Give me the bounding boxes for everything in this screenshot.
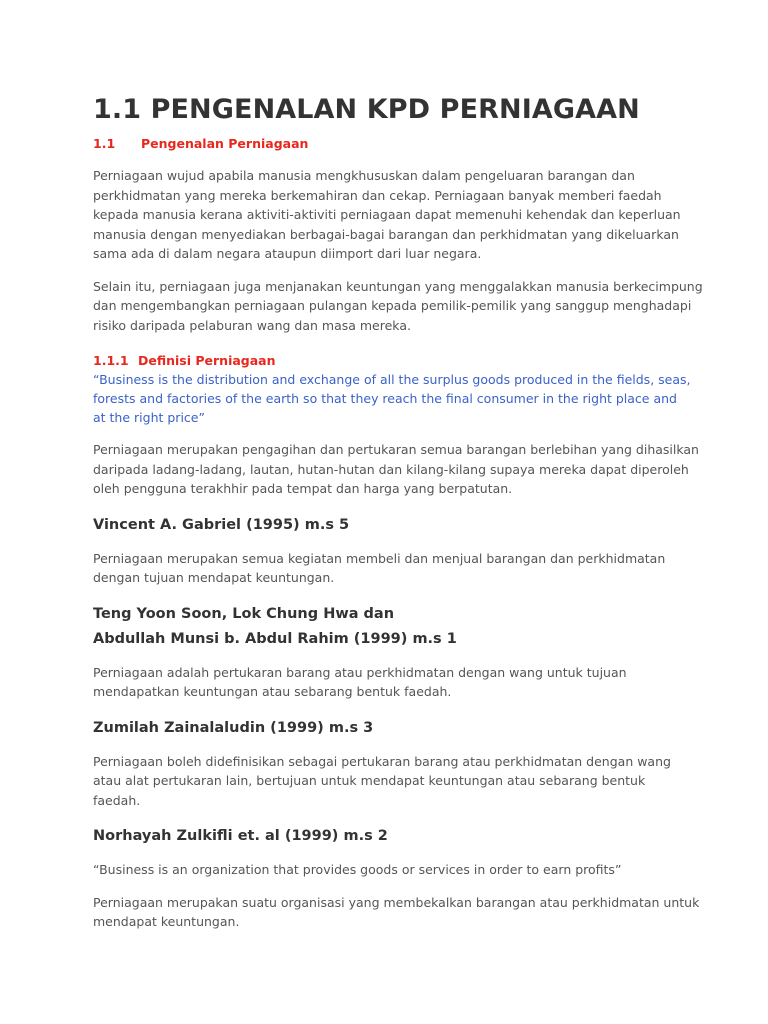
- author-citation-1: Vincent A. Gabriel (1995) m.s 5: [93, 516, 350, 533]
- text-line: faedah.: [93, 792, 141, 808]
- text-line: perkhidmatan yang mereka berkemahiran dan cekap. Perniagaan banyak memberi faedah: [93, 187, 662, 203]
- document-page: [93, 90, 703, 932]
- section-heading: [93, 136, 683, 152]
- text-line: mendapatkan keuntungan atau sebarang bentuk faedah.: [93, 684, 452, 699]
- text-line: Perniagaan merupakan semua kegiatan membeli dan menjual barangan dan perkhidmatan: [93, 550, 666, 566]
- subsection-title: Definisi Perniagaan: [138, 353, 276, 368]
- english-quote-2: [93, 860, 683, 880]
- text-line: Perniagaan adalah pertukaran barang atau perkhidmatan dengan wang untuk tujuan: [93, 664, 627, 680]
- definition-3: [93, 663, 683, 702]
- author-line: Abdullah Munsi b. Abdul Rahim (1999) m.s 1: [93, 630, 457, 647]
- intro-paragraph-1: [93, 166, 683, 264]
- text-line: Perniagaan merupakan suatu organisasi yang membekalkan barangan atau perkhidmatan untuk: [93, 894, 700, 910]
- author-citation-4: Norhayah Zulkifli et. al (1999) m.s 2: [93, 828, 388, 844]
- definition-5: [93, 893, 700, 932]
- text-line: atau alat pertukaran lain, bertujuan untuk mendapat keuntungan atau sebarang bentuk: [93, 773, 646, 788]
- text-line: Perniagaan wujud apabila manusia mengkhususkan dalam pengeluaran barangan dan: [93, 168, 635, 183]
- text-line: at the right price”: [93, 410, 205, 425]
- text-line: kepada manusia kerana aktiviti-aktiviti perniagaan dapat memenuhi kehendak dan keperluan: [93, 207, 681, 222]
- text-line: oleh pengguna terakhhir pada tempat dan harga yang berpatutan.: [93, 481, 513, 496]
- subsection-heading: [93, 352, 683, 370]
- text-line: manusia dengan menyediakan berbagai-bagai barangan dan perkhidmatan yang dikeluarkan: [93, 226, 679, 242]
- text-line: forests and factories of the earth so that they reach the final consumer in the right place and: [93, 391, 677, 406]
- text-line: dan mengembangkan perniagaan pulangan kepada pemilik-pemilik yang sanggup menghadapi: [93, 298, 692, 313]
- text-line: sama ada di dalam negara ataupun diimport dari luar negara.: [93, 246, 482, 261]
- text-line: Selain itu, perniagaan juga menjanakan keuntungan yang menggalakkan manusia berkecimpung: [93, 278, 703, 294]
- section-title: Pengenalan Perniagaan: [141, 136, 309, 151]
- page-title: 1.1 PENGENALAN KPD PERNIAGAAN: [93, 94, 640, 125]
- definition-1: [93, 440, 699, 499]
- text-line: Perniagaan boleh didefinisikan sebagai pertukaran barang atau perkhidmatan dengan wang: [93, 753, 671, 769]
- text-line: “Business is an organization that provides goods or services in order to earn profits”: [93, 862, 622, 877]
- english-quote-1: [93, 370, 691, 427]
- text-line: dengan tujuan mendapat keuntungan.: [93, 570, 335, 585]
- text-line: mendapat keuntungan.: [93, 914, 240, 929]
- author-line: Teng Yoon Soon, Lok Chung Hwa dan: [93, 605, 395, 622]
- text-line: daripada ladang-ladang, lautan, hutan-hutan dan kilang-kilang supaya mereka dapat diperoleh: [93, 461, 689, 477]
- text-line: risiko daripada pelaburan wang dan masa mereka.: [93, 317, 411, 333]
- subsection-number: 1.1.1: [93, 353, 129, 368]
- author-citation-2: [93, 602, 683, 652]
- definition-4: [93, 752, 683, 811]
- author-citation-3: Zumilah Zainalaludin (1999) m.s 3: [93, 719, 374, 736]
- section-number: 1.1: [93, 136, 116, 151]
- text-line: Perniagaan merupakan pengagihan dan pertukaran semua barangan berlebihan yang dihasilkan: [93, 442, 699, 457]
- text-line: “Business is the distribution and exchange of all the surplus goods produced in the fields, seas,: [93, 372, 691, 387]
- definition-2: [93, 549, 683, 588]
- intro-paragraph-2: [93, 277, 703, 336]
